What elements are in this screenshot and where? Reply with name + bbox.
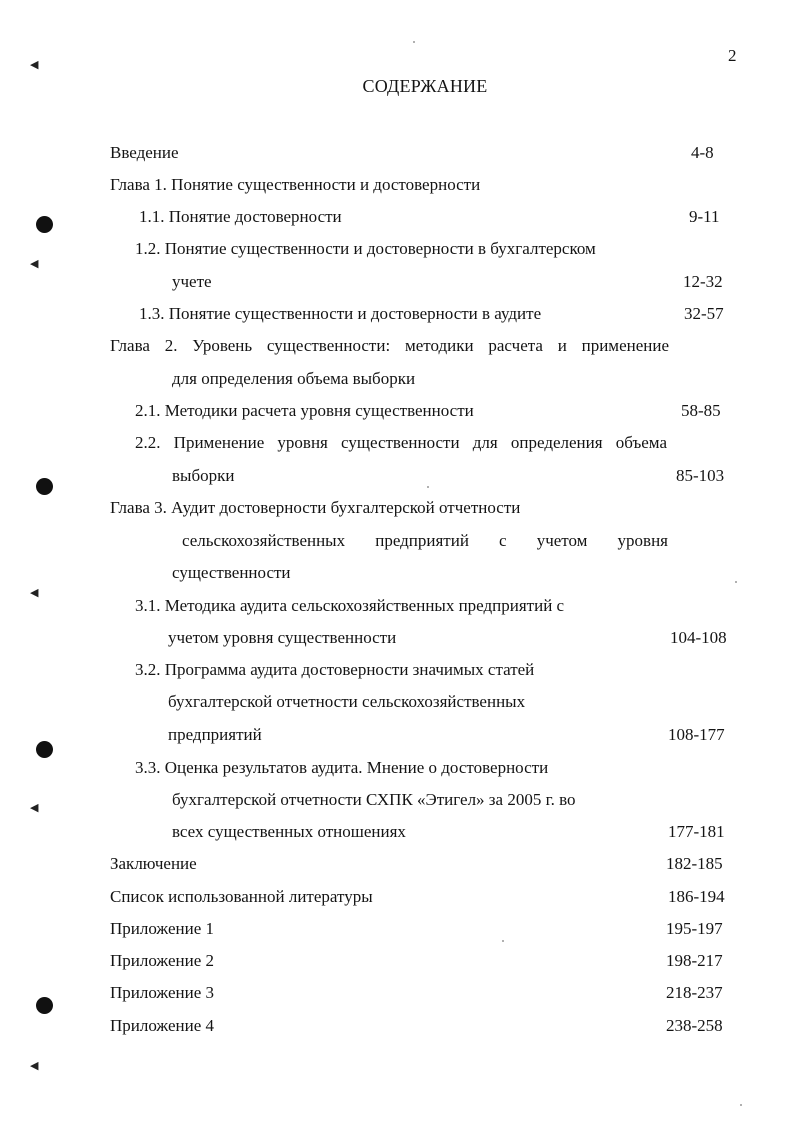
toc-pages-conclusion: 182-185 [666, 854, 723, 873]
scan-speck [735, 581, 737, 583]
toc-entry-intro[interactable]: Введение [110, 143, 179, 162]
binder-mark-icon: ◀ [30, 802, 39, 814]
toc-pages-appendix-3: 218-237 [666, 983, 723, 1002]
toc-entry-section-3-2-cont2: предприятий [168, 725, 262, 744]
toc-pages-appendix-1: 195-197 [666, 919, 723, 938]
toc-entry-appendix-1[interactable]: Приложение 1 [110, 919, 214, 938]
toc-pages-section-3-3: 177-181 [668, 822, 725, 841]
toc-entry-section-3-1-cont: учетом уровня существенности [168, 628, 397, 647]
binder-hole-icon [36, 997, 53, 1014]
toc-entry-section-3-3[interactable]: 3.3. Оценка результатов аудита. Мнение о достоверности [135, 758, 549, 777]
toc-entry-section-3-3-cont: бухгалтерской отчетности СХПК «Этигел» за 2005 г. во [172, 790, 576, 809]
toc-entry-section-1-1[interactable]: 1.1. Понятие достоверности [139, 207, 342, 226]
toc-pages-references: 186-194 [668, 887, 725, 906]
toc-entry-chapter-2-cont: для определения объема выборки [172, 369, 416, 388]
toc-entry-appendix-3[interactable]: Приложение 3 [110, 983, 214, 1002]
toc-pages-appendix-2: 198-217 [666, 951, 723, 970]
toc-entry-chapter-3[interactable]: Глава 3. Аудит достоверности бухгалтерской отчетности [110, 498, 521, 517]
toc-pages-section-2-1: 58-85 [681, 401, 721, 420]
toc-entry-section-2-2-cont: выборки [172, 466, 235, 485]
toc-entry-conclusion[interactable]: Заключение [110, 854, 197, 873]
toc-pages-section-3-2: 108-177 [668, 725, 725, 744]
binder-hole-icon [36, 741, 53, 758]
toc-pages-intro: 4-8 [691, 143, 714, 162]
binder-hole-icon [36, 478, 53, 495]
toc-pages-appendix-4: 238-258 [666, 1016, 723, 1035]
toc-entry-chapter-3-cont2: существенности [172, 563, 291, 582]
scan-speck [413, 41, 415, 43]
page-title: СОДЕРЖАНИЕ [362, 76, 488, 96]
toc-entry-section-2-1[interactable]: 2.1. Методики расчета уровня существенности [135, 401, 474, 420]
toc-entry-appendix-2[interactable]: Приложение 2 [110, 951, 214, 970]
toc-entry-section-3-1[interactable]: 3.1. Методика аудита сельскохозяйственных предприятий с [135, 596, 565, 615]
toc-pages-section-1-3: 32-57 [684, 304, 724, 323]
toc-entry-chapter-3-cont: сельскохозяйственных предприятий с учетом уровня [182, 531, 668, 550]
toc-entry-section-1-2[interactable]: 1.2. Понятие существенности и достоверности в бухгалтерском [135, 239, 596, 258]
toc-pages-section-2-2: 85-103 [676, 466, 725, 485]
toc-pages-section-3-1: 104-108 [670, 628, 727, 647]
binder-mark-icon: ◀ [30, 1060, 39, 1072]
binder-mark-icon: ◀ [30, 258, 39, 270]
scan-speck [502, 940, 504, 942]
toc-entry-section-1-2-cont: учете [172, 272, 212, 291]
toc-entry-section-3-2-cont: бухгалтерской отчетности сельскохозяйственных [168, 692, 526, 711]
toc-entry-section-1-3[interactable]: 1.3. Понятие существенности и достоверности в аудите [139, 304, 542, 323]
binder-mark-icon: ◀ [30, 59, 39, 71]
toc-entry-references[interactable]: Список использованной литературы [110, 887, 373, 906]
binder-hole-icon [36, 216, 53, 233]
scan-speck [740, 1104, 742, 1106]
toc-entry-chapter-2[interactable]: Глава 2. Уровень существенности: методики расчета и применение [110, 336, 669, 355]
binder-mark-icon: ◀ [30, 587, 39, 599]
toc-pages-section-1-1: 9-11 [689, 207, 720, 226]
page-number: 2 [728, 46, 737, 65]
toc-entry-section-3-2[interactable]: 3.2. Программа аудита достоверности значимых статей [135, 660, 535, 679]
toc-entry-section-2-2[interactable]: 2.2. Применение уровня существенности для определения объема [135, 433, 667, 452]
toc-pages-section-1-2: 12-32 [683, 272, 723, 291]
toc-entry-chapter-1[interactable]: Глава 1. Понятие существенности и достоверности [110, 175, 481, 194]
toc-entry-appendix-4[interactable]: Приложение 4 [110, 1016, 214, 1035]
toc-entry-section-3-3-cont2: всех существенных отношениях [172, 822, 406, 841]
scan-speck [427, 486, 429, 488]
